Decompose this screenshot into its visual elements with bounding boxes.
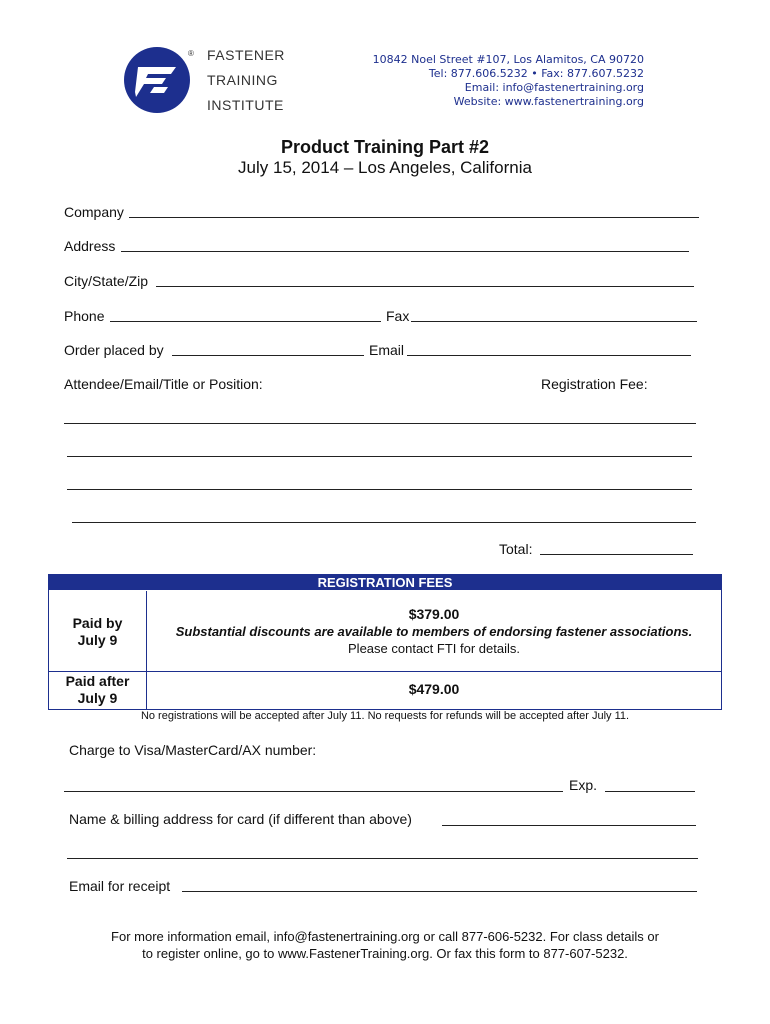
phone-field[interactable]	[110, 321, 381, 322]
exp-label: Exp.	[569, 777, 598, 793]
total-label: Total:	[499, 541, 533, 557]
registered-mark: ®	[188, 49, 194, 58]
phone-fax-line: Tel: 877.606.5232 • Fax: 877.607.5232	[428, 67, 644, 80]
receipt-email-field[interactable]	[182, 891, 697, 892]
billing-label: Name & billing address for card (if different than above)	[69, 811, 412, 827]
fax-label: Fax	[386, 308, 410, 324]
attendee-line-1[interactable]	[64, 423, 696, 424]
fax-field[interactable]	[411, 321, 697, 322]
address-label: Address	[64, 238, 116, 254]
table-divider	[49, 671, 721, 672]
paid-after-label: Paid after July 9	[65, 673, 130, 706]
order-placed-by-field[interactable]	[172, 355, 364, 356]
page-subtitle: July 15, 2014 – Los Angeles, California	[238, 158, 532, 177]
registration-fee-label: Registration Fee:	[541, 376, 648, 392]
attendee-line-4[interactable]	[72, 522, 696, 523]
billing-field-line-2[interactable]	[67, 858, 698, 859]
card-number-field[interactable]	[64, 791, 563, 792]
logo-text-line-3: INSTITUTE	[207, 97, 284, 113]
registration-fees-table	[48, 574, 722, 710]
order-placed-by-label: Order placed by	[64, 342, 164, 358]
website-line: Website: www.fastenertraining.org	[453, 95, 644, 108]
logo-arrow-icon	[124, 47, 190, 113]
attendee-line-3[interactable]	[67, 489, 692, 490]
email-label: Email	[369, 342, 405, 358]
discount-note: Substantial discounts are available to members of endorsing fastener associations.	[175, 624, 693, 639]
email-field[interactable]	[407, 355, 691, 356]
receipt-label: Email for receipt	[69, 878, 171, 894]
refund-note: No registrations will be accepted after July 11. No requests for refunds will be accepted after July 11.	[140, 710, 630, 722]
address-field[interactable]	[121, 251, 689, 252]
late-fee-price: $479.00	[408, 681, 460, 697]
contact-note: Please contact FTI for details.	[348, 641, 520, 656]
fti-logo-mark	[124, 47, 190, 113]
fees-heading: REGISTRATION FEES	[49, 575, 721, 590]
billing-field[interactable]	[442, 825, 696, 826]
footer-info	[0, 928, 770, 962]
company-label: Company	[64, 204, 124, 220]
charge-label: Charge to Visa/MasterCard/AX number:	[69, 742, 317, 758]
address-line: 10842 Noel Street #107, Los Alamitos, CA 90720	[372, 53, 644, 66]
company-field[interactable]	[129, 217, 699, 218]
logo-text-line-2: TRAINING	[207, 72, 278, 88]
city-state-zip-label: City/State/Zip	[64, 273, 149, 289]
footer-line-1: For more information email, info@fastenertraining.org or call 877-606-5232. For class details or	[111, 929, 659, 944]
page-title: Product Training Part #2	[280, 137, 490, 157]
attendee-line-2[interactable]	[67, 456, 692, 457]
early-fee-cell	[147, 606, 721, 657]
paid-by-label: Paid by July 9	[72, 615, 123, 648]
logo-text-line-1: FASTENER	[207, 47, 285, 63]
attendee-label: Attendee/Email/Title or Position:	[64, 376, 263, 392]
email-line: Email: info@fastenertraining.org	[464, 81, 644, 94]
contact-block	[373, 53, 644, 109]
exp-field[interactable]	[605, 791, 695, 792]
footer-line-2: to register online, go to www.FastenerTraining.org. Or fax this form to 877-607-5232.	[142, 946, 628, 961]
early-fee-price: $379.00	[408, 606, 460, 622]
total-field[interactable]	[540, 554, 693, 555]
phone-label: Phone	[64, 308, 105, 324]
city-state-zip-field[interactable]	[156, 286, 694, 287]
